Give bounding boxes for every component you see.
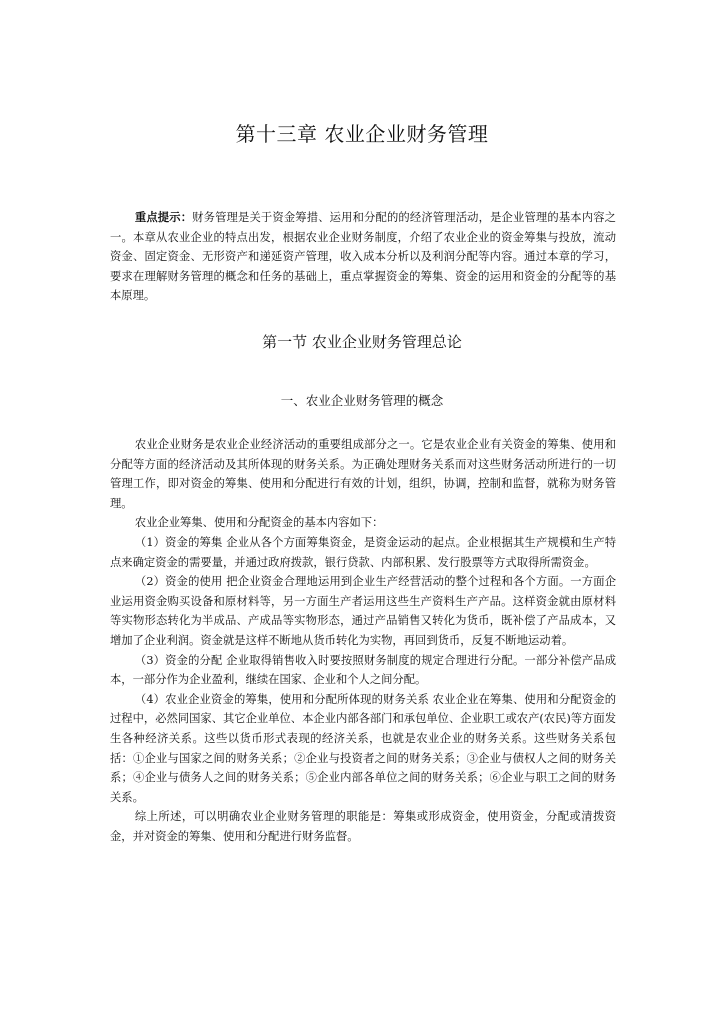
paragraph-conclusion: 综上所述，可以明确农业企业财务管理的职能是：筹集或形成资金，使用资金，分配或清拨资金，并对资金的筹集、使用和分配进行财务监督。 [110,810,616,843]
body-text [110,435,616,846]
paragraph-financial-relations: （4）农业企业资金的筹集，使用和分配所体现的财务关系 农业企业在筹集、使用和分配资金的过程中，必然同国家、其它企业单位、本企业内部各部门和承包单位、企业职工或农产(农民)等方面发生各种经济关系。这些以货币形式表现的经济关系，也就是农业企业的财务关系。这些财务关系包括：①企业与国家之间的财务关系；②企业与投资者之间的财务关系；③企业与债权人之间的财务关系；④企业与债务人之间的财务关系；⑤企业内部各单位之间的财务关系；⑥企业与职工之间的财务关系。 [110,692,616,804]
key-points-label: 重点提示： [134,211,193,224]
paragraph-content-intro: 农业企业筹集、使用和分配资金的基本内容如下： [134,516,384,530]
paragraph-fund-distribution: （3）资金的分配 企业取得销售收入时要按照财务制度的规定合理进行分配。一部分补偿产品成本，一部分作为企业盈利，继续在国家、企业和个人之间分配。 [110,653,616,687]
key-points-summary [110,208,616,306]
chapter-title: 第十三章 农业企业财务管理 [235,122,489,146]
section-title: 第一节 农业企业财务管理总论 [262,333,462,351]
subsection-title: 一、农业企业财务管理的概念 [280,393,444,408]
key-points-text: 财务管理是关于资金筹措、运用和分配的的经济管理活动，是企业管理的基本内容之一。本章从农业企业的特点出发，根据农业企业财务制度，介绍了农业企业的资金筹集与投放，流动资金、固定资金、无形资产和递延资产管理，收入成本分析以及利润分配等内容。通过本章的学习，要求在理解财务管理的概念和任务的基础上，重点掌握资金的筹集、资金的运用和资金的分配等的基本原理。 [110,211,616,303]
paragraph-fund-raising: （1）资金的筹集 企业从各个方面筹集资金，是资金运动的起点。企业根据其生产规模和生产特点来确定资金的需要量，并通过政府拨款，银行贷款、内部积累、发行股票等方式取得所需资金。 [110,535,616,569]
paragraph-definition: 农业企业财务是农业企业经济活动的重要组成部分之一。它是农业企业有关资金的筹集、使用和分配等方面的经济活动及其所体现的财务关系。为正确处理财务关系而对这些财务活动所进行的一切管理工作，即对资金的筹集、使用和分配进行有效的计划，组织，协调，控制和监督，就称为财务管理。 [110,438,616,510]
paragraph-fund-usage: （2）资金的使用 把企业资金合理地运用到企业生产经营活动的整个过程和各个方面。一方面企业运用资金购买设备和原材料等，另一方面生产者运用这些生产资料生产产品。这样资金就由原材料等实物形态转化为半成品、产成品等实物形态，通过产品销售又转化为货币，既补偿了产品成本，又增加了企业利润。资金就是这样不断地从货币转化为实物，再回到货币，反复不断地运动着。 [110,575,616,647]
